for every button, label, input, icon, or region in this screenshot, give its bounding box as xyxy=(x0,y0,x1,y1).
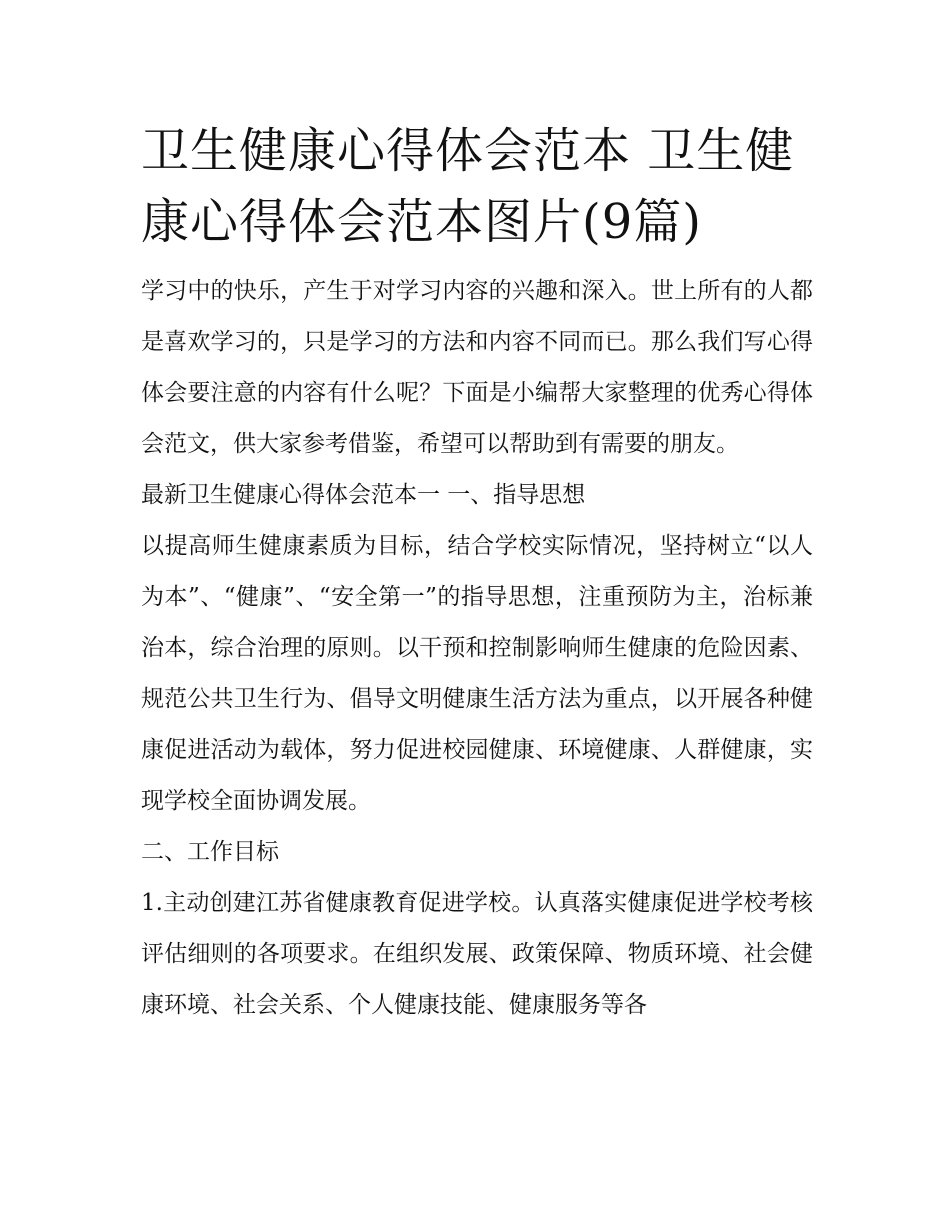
section-heading-guiding-ideology: 最新卫生健康心得体会范本一 一、指导思想 xyxy=(141,482,586,508)
guiding-ideology-paragraph: 以提高师生健康素质为目标，结合学校实际情况，坚持树立“以人为本”、“健康”、“安全第一”的指导思想，注重预防为主，治标兼治本，综合治理的原则。以干预和控制影响师生健康的危险因素、规范公共卫生行为、倡导文明健康生活方法为重点，以开展各种健康促进活动为载体，努力促进校园健康、环境健康、人群健康，实现学校全面协调发展。 xyxy=(141,533,813,814)
section-heading-work-goals: 二、工作目标 xyxy=(141,839,279,865)
intro-paragraph: 学习中的快乐，产生于对学习内容的兴趣和深入。世上所有的人都是喜欢学习的，只是学习的方法和内容不同而已。那么我们写心得体会要注意的内容有什么呢？下面是小编帮大家整理的优秀心得体会范文，供大家参考借鉴，希望可以帮助到有需要的朋友。 xyxy=(141,278,813,457)
document-title: 卫生健康心得体会范本 卫生健康心得体会范本图片(9篇) xyxy=(141,123,795,250)
document-body xyxy=(141,116,813,1031)
work-goal-item-1: 1.主动创建江苏省健康教育促进学校。认真落实健康促进学校考核评估细则的各项要求。在组织发展、政策保障、物质环境、社会健康环境、社会关系、个人健康技能、健康服务等各 xyxy=(141,890,813,1018)
